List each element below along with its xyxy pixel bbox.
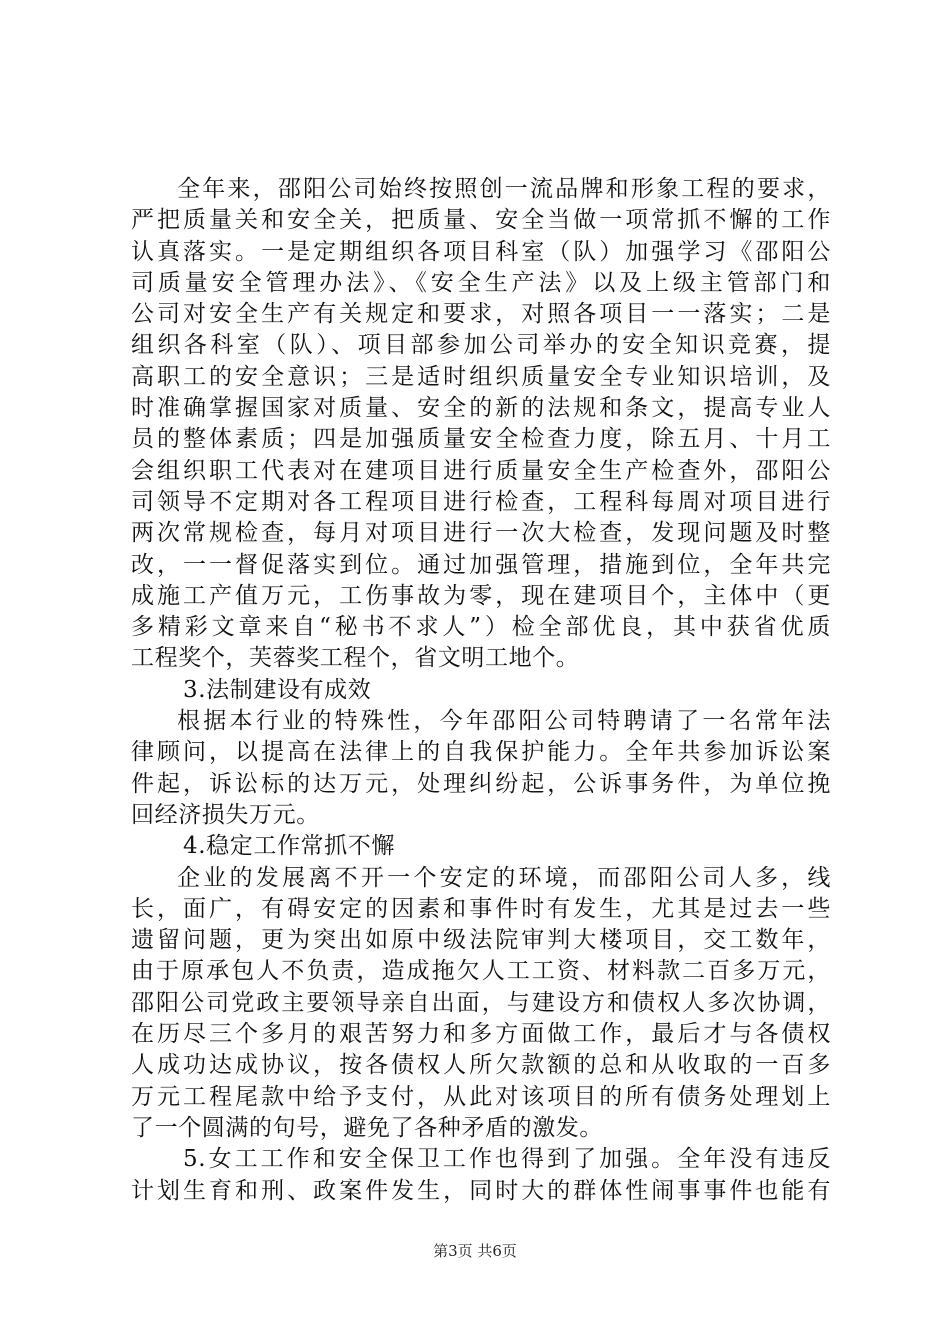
paragraph-line: 邵阳公司党政主要领导亲自出面，与建设方和债权人多次协调， <box>131 989 831 1016</box>
paragraph-line: 工程奖个，芙蓉奖工程个，省文明工地个。 <box>131 645 580 672</box>
paragraph-line: 高职工的安全意识；三是适时组织质量安全专业知识培训，及 <box>131 363 831 390</box>
paragraph-line: 件起，诉讼标的达万元，处理纠纷起，公诉事务件，为单位挽 <box>131 770 831 797</box>
paragraph-line: 司领导不定期对各工程项目进行检查，工程科每周对项目进行 <box>131 488 831 515</box>
paragraph-line: 认真落实。一是定期组织各项目科室（队）加强学习《邵阳公 <box>131 238 831 265</box>
paragraph-line: 了一个圆满的句号，避免了各种矛盾的激发。 <box>131 1114 603 1141</box>
paragraph-line: 成施工产值万元，工伤事故为零，现在建项目个，主体中（更 <box>131 582 831 609</box>
paragraph-line: 律顾问，以提高在法律上的自我保护能力。全年共参加诉讼案 <box>131 739 831 766</box>
paragraph-line: 两次常规检查，每月对项目进行一次大检查，发现问题及时整 <box>131 520 831 547</box>
paragraph-line: 员的整体素质；四是加强质量安全检查力度，除五月、十月工 <box>131 426 831 453</box>
paragraph-line: 计划生育和刑、政案件发生，同时大的群体性闹事事件也能有 <box>131 1177 831 1204</box>
document-body <box>131 174 831 1207</box>
paragraph-line: 时准确掌握国家对质量、安全的新的法规和条文，提高专业人 <box>131 395 831 422</box>
paragraph-line: 在历尽三个多月的艰苦努力和多方面做工作，最后才与各债权 <box>131 1021 831 1048</box>
section-heading: 5.女工工作和安全保卫工作也得到了加强。全年没有违反 <box>183 1146 831 1173</box>
paragraph-line: 司质量安全管理办法》、《安全生产法》以及上级主管部门和 <box>131 269 831 296</box>
paragraph-line: 组织各科室（队）、项目部参加公司举办的安全知识竞赛，提 <box>131 332 831 359</box>
paragraph-line: 长，面广，有碍安定的因素和事件时有发生，尤其是过去一些 <box>131 895 831 922</box>
paragraph-line: 严把质量关和安全关，把质量、安全当做一项常抓不懈的工作 <box>131 207 831 234</box>
paragraph-line: 改，一一督促落实到位。通过加强管理，措施到位，全年共完 <box>131 551 831 578</box>
section-heading: 4.稳定工作常抓不懈 <box>183 833 395 860</box>
paragraph-line: 回经济损失万元。 <box>131 801 320 828</box>
paragraph-line: 遗留问题，更为突出如原中级法院审判大楼项目，交工数年， <box>131 927 831 954</box>
paragraph-line: 公司对安全生产有关规定和要求，对照各项目一一落实；二是 <box>131 301 831 328</box>
paragraph-line: 根据本行业的特殊性，今年邵阳公司特聘请了一名常年法 <box>177 708 831 735</box>
paragraph-line: 多精彩文章来自“秘书不求人”）检全部优良，其中获省优质 <box>131 614 831 641</box>
paragraph-line: 万元工程尾款中给予支付，从此对该项目的所有债务处理划上 <box>131 1083 831 1110</box>
section-heading: 3.法制建设有成效 <box>183 676 372 703</box>
paragraph-line: 由于原承包人不负责，造成拖欠人工工资、材料款二百多万元， <box>131 958 831 985</box>
page-footer: 第3页 共6页 <box>433 1242 517 1260</box>
paragraph-line: 企业的发展离不开一个安定的环境，而邵阳公司人多，线 <box>177 864 831 891</box>
paragraph-line: 全年来，邵阳公司始终按照创一流品牌和形象工程的要求， <box>177 176 831 202</box>
paragraph-line: 人成功达成协议，按各债权人所欠款额的总和从收取的一百多 <box>131 1052 831 1079</box>
paragraph-line: 会组织职工代表对在建项目进行质量安全生产检查外，邵阳公 <box>131 457 831 484</box>
